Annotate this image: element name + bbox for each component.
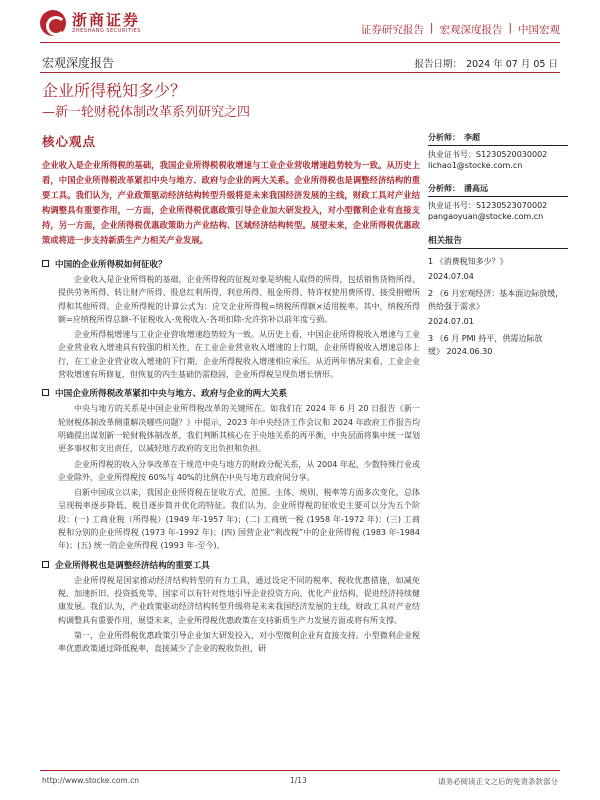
header-categories (361, 22, 560, 37)
footer-divider (40, 770, 560, 771)
analyst-label: 分析师： (428, 184, 460, 193)
footer-website[interactable]: http://www.stocke.com.cn (42, 776, 139, 785)
body-paragraph: 企业所得税是国家推动经济结构转型的有力工具，通过设定不同的税率、税收优惠措施，如减免税、加速折旧、投资抵免等，国家可以有针对性地引导企业投资方向、优化产业结构，促进经济持续健康发展。我们认为，产业政策驱动经济结构转型升级将是未来我国经济发展的主线，财政工具对产业结构调整具有重要作用，展望未来，企业所得税优惠政策在支持新质生产力发展方面或将有所支撑。 (58, 575, 420, 625)
title-divider (40, 72, 560, 73)
header-divider (40, 42, 560, 43)
related-report-date: 2024.07.04 (428, 272, 474, 281)
checkbox-bullet-icon (42, 389, 49, 396)
analyst-card (428, 132, 568, 171)
category-china-macro: 中国宏观 (518, 24, 560, 36)
category-research: 证券研究报告 (360, 24, 424, 36)
category-macro-deep: 宏观深度报告 (439, 24, 503, 36)
report-date-value: 2024 年 07 月 05 日 (466, 59, 558, 70)
report-date (415, 56, 558, 70)
body-paragraph: 企业所得税的收入分享改革在于规范中央与地方的财政分配关系，从 2004 年起，少数特殊行业或企业除外，企业所得税按 60%与 40%的比例在中央与地方政府间分享。 (58, 459, 420, 482)
section-heading: 中国企业所得税改革紧扣中央与地方、政府与企业的两大关系 (42, 387, 420, 399)
related-report-link[interactable]: 3 《6 月 PMI 持平，供需边际放缓》 2024.06.30 (428, 334, 543, 356)
analyst-name: 李超 (464, 133, 480, 142)
separator: | (429, 22, 434, 34)
related-reports-heading: 相关报告 (428, 236, 463, 246)
checkbox-bullet-icon (42, 260, 49, 267)
logo-subtext: ZHESHANG SECURITIES (72, 28, 141, 35)
doc-type: 宏观深度报告 (42, 56, 115, 70)
report-subtitle: —新一轮财税体制改革系列研究之四 (42, 105, 251, 120)
logo-mark-icon (40, 10, 66, 36)
analyst-name: 潘高远 (464, 184, 488, 193)
analyst-cert: 执业证书号：S1230520030002 (428, 150, 548, 159)
body-paragraph: 第一，企业所得税优惠政策引导企业加大研发投入，对小型微利企业有直接支持。小型微利企业税率优惠政策通过降低税率，直接减少了企业的税收负担，研 (58, 630, 420, 654)
disclaimer-note: 请务必阅读正文之后的免责条款部分 (438, 777, 558, 786)
analyst-email[interactable]: lichao1@stocke.com.cn (428, 161, 523, 170)
analyst-divider (428, 145, 568, 146)
body-paragraph: 企业收入是企业所得税的基础，企业所得税的征税对象是纳税人取得的所得，包括销售货物所得、提供劳务所得、转让财产所得、股息红利所得、利息所得、租金所得、特许权使用费所得、接受捐赠所得和其他所得。企业所得税的计算公式为：应交企业所得税=纳税所得额×适用税率。其中，纳税所得额=应纳税所得总额-不征税收入-免税收入-各项扣除-允许弥补以前年度亏损。 (58, 275, 420, 324)
page-number: 1/13 (290, 776, 307, 785)
body-paragraph: 企业所得税增速与工业企业营收增速趋势较为一致。从历史上看，中国企业所得税收入增速与工业企业营业收入增速具有较强的相关性，在工业企业营业收入增速的上行期，企业所得税收入增速总体上行，在工业企业营业收入增速的下行期，企业所得税收入增速相应承压。从近两年情况来看，工业企业营收增速有所修复，但恢复的内生基础仍需稳固，企业所得税呈现负增长情形。 (58, 330, 420, 380)
analyst-card (428, 183, 568, 222)
analyst-label: 分析师： (428, 133, 460, 142)
analyst-email[interactable]: pangaoyuan@stocke.com.cn (428, 212, 544, 221)
analyst-cert: 执业证书号：S1230523070002 (428, 201, 548, 210)
related-report-date: 2024.07.01 (428, 317, 474, 326)
main-content (42, 132, 420, 657)
analyst-divider (428, 196, 568, 197)
related-report-link[interactable]: 1 《消费税知多少？》 (428, 257, 508, 266)
related-report-link[interactable]: 2 《6 月宏观经济：基本面边际放缓，供给强于需求》 (428, 289, 564, 311)
core-view-heading: 核心观点 (42, 134, 97, 149)
report-date-label: 报告日期： (414, 59, 463, 70)
body-paragraph: 中央与地方的关系是中国企业所得税改革的关键所在。如我们在 2024 年 6 月 20 日报告《新一轮财税体制改革侧重解决哪些问题？》中提示，2023 年中央经济工作会议和 2024 年政府工作报告均明确提出谋划新一轮财税体制改革，我们判断其核心在于央地关系的再平衡，中央层面将集中统一谋划更多事权和支出责任，以减轻地方政府的支出负担和负担。 (58, 404, 420, 454)
section-heading: 企业所得税也是调整经济结构的重要工具 (42, 559, 420, 571)
related-divider (428, 248, 568, 249)
logo-text: 浙商证券 (72, 10, 141, 29)
sidebar (428, 132, 568, 358)
checkbox-bullet-icon (42, 561, 49, 568)
section-heading: 中国的企业所得税如何征收？ (42, 258, 420, 270)
body-paragraph: 自新中国成立以来，我国企业所得税在征收方式、范围、主体、规则、税率等方面多次变化，总体呈现税率逐步降低、税目逐步简并优化的特征。我们认为，企业所得税的征收史主要可以分为五个阶段：(一) 工商业税（所得税）(1949 年-1957 年)；(二) 工商统一税 (1958 年-1972 年)；(三) 工商税和分别的企业所得税 (1973 年-1992 年)；(四) 国营企业“利改税”中的企业所得税 (1983 年-1984 年)；(五) 统一的企业所得税 (1993 年-至今)。 (58, 488, 420, 551)
company-logo (40, 10, 141, 36)
report-title: 企业所得税知多少？ (42, 81, 187, 100)
core-view-paragraph: 企业收入是企业所得税的基础，我国企业所得税税收增速与工业企业营收增速趋势较为一致。从历史上看，中国企业所得税改革紧扣中央与地方、政府与企业的两大关系。企业所得税也是调整经济结构的重要工具。我们认为，产业政策驱动经济结构转型升级将是未来我国经济发展的主线，财政工具对产业结构调整具有重要作用，一方面，企业所得税优惠政策引导企业加大研发投入，对小型微利企业有直接支持，另一方面，企业所得税优惠政策助力产业结构、区域经济结构转型。展望未来，企业所得税优惠政策或将进一步支持新质生产力相关产业发展。 (42, 160, 420, 245)
separator: | (508, 22, 512, 34)
related-report-date: 2024.06.30 (446, 347, 493, 356)
